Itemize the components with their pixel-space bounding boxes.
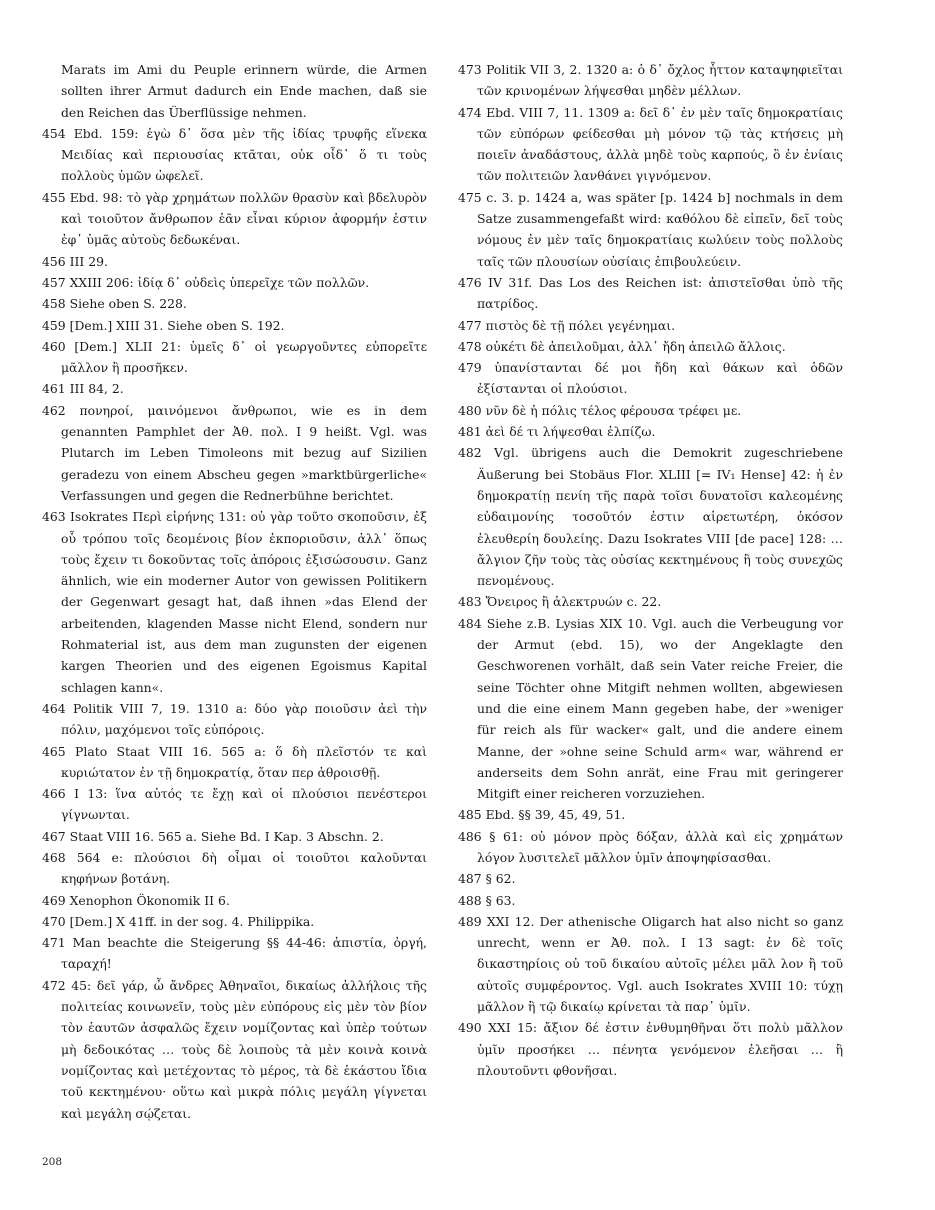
endnote-text: § 63. <box>485 892 516 908</box>
endnote-text: πονηροί, μαινόμενοι ἄνθρωποι, wie es in dem genannten Pamphlet der Ἀθ. πολ. I 9 heißt. Vgl. was Plutarch im Leben Timoleons mit bezug auf Sizilien geradezu von einem Abscheu gegen »marktbürgerliche« Verfassungen und gegen die Rednerbühne berichtet. <box>61 402 427 503</box>
endnote-number: 474 <box>458 104 482 120</box>
endnote-470 <box>42 911 427 932</box>
endnote-text: III 84, 2. <box>69 381 124 397</box>
endnote-484 <box>458 613 843 805</box>
endnote-number: 466 <box>42 786 66 802</box>
endnote-number: 456 <box>42 253 66 269</box>
endnote-466 <box>42 783 427 826</box>
endnote-text: XXI 12. Der athenische Oligarch hat also nicht so ganz unrecht, wenn er Ἀθ. πολ. I 13 sagt: ἐν δὲ τοῖς δικαστηρίοις οὐ τοῦ δικαίου αὐτοῖς μέλει μᾶλ λον ἢ τοῦ αὐτοῖς συμφέροντος. Vgl. auch Isokrates XVIII 10: τύχῃ μᾶλλον ἢ τῷ δικαίῳ κρίνεται τὰ παρ᾿ ὑμῖν. <box>477 913 843 1015</box>
endnote-text: Siehe oben S. 228. <box>69 296 187 312</box>
endnote-471 <box>42 932 427 975</box>
endnote-text: III 29. <box>69 253 108 269</box>
endnote-text: Vgl. übrigens auch die Demokrit zugeschriebene Äußerung bei Stobäus Flor. XLIII [= IV₁ Hense] 42: ἡ ἐν δημοκρατίῃ πενίη τῆς παρὰ τοῖσι δυνατοῖσι καλεομένης εὐδαιμονίης τοσοῦτόν ἐστιν αἱρετωτέρη, ὁκόσον ἐλευθερίη δουλείης. Dazu Isokrates VIII [de pace] 128: … ἄλγιον ζῆν τοὺς τὰς οὐσίας κεκτημένους ἢ τοὺς συνεχῶς πενομένους. <box>477 445 843 589</box>
endnote-number: 472 <box>42 977 66 993</box>
endnote-472 <box>42 975 427 1124</box>
endnote-488 <box>458 890 843 911</box>
endnote-number: 485 <box>458 807 482 823</box>
endnote-text: Siehe z.B. Lysias XIX 10. Vgl. auch die Verbeugung vor der Armut (ebd. 15), wo der Angeklagte den Geschworenen vorhält, daß sein Vater reiche Freier, die seine Töchter ohne Mitgift nehmen wollten, abgewiesen und die eine einem Mann gegeben habe, der »weniger für reich als für wacker« galt, und die andere einem Manne, der »ohne seine Schuld arm« war, während er anderseits dem Sohn anrät, eine Frau mit geringerer Mitgift einer reicheren vorzuziehen. <box>477 615 843 802</box>
endnote-text: νῦν δὲ ἡ πόλις τέλος φέρουσα τρέφει με. <box>485 402 742 418</box>
endnote-text: οὐκέτι δὲ ἀπειλοῦμαι, ἀλλ᾿ ἤδη ἀπειλῶ ἄλλοις. <box>485 338 786 354</box>
endnote-number: 468 <box>42 849 66 865</box>
endnote-487 <box>458 868 843 889</box>
endnote-number: 454 <box>42 125 66 141</box>
endnote-454 <box>42 123 427 187</box>
endnote-number: 465 <box>42 743 66 759</box>
endnote-474 <box>458 102 843 187</box>
endnote-text: Ebd. §§ 39, 45, 49, 51. <box>485 807 626 823</box>
endnote-455 <box>42 187 427 251</box>
endnote-text: 45: δεῖ γάρ, ὦ ἄνδρες Ἀθηναῖοι, δικαίως ἀλλήλοις τῆς πολιτείας κοινωνεῖν, τοὺς μὲν εὐπόρους εἰς μὲν τὸν βίον τὸν ἑαυτῶν ἀσφαλῶς ἔχειν νομίζοντας καὶ ὑπὲρ τούτων μὴ δεδοικότας … τοὺς δὲ λοιποὺς τὰ μὲν κοινὰ κοινὰ νομίζοντας καὶ μετέχοντας τὸ μέρος, τὰ δὲ ἑκάστου ἴδια τοῦ κεκτημένου· οὕτω καὶ μικρὰ πόλις μεγάλη γίγνεται καὶ μεγάλη σῴζεται. <box>61 977 427 1121</box>
endnote-number: 478 <box>458 338 482 354</box>
endnote-number: 476 <box>458 274 482 290</box>
endnote-490 <box>458 1017 843 1081</box>
endnote-460 <box>42 336 427 379</box>
endnote-number: 463 <box>42 509 66 525</box>
endnote-text: Ebd. 159: ἐγὼ δ᾿ ὅσα μὲν τῆς ἰδίας τρυφῆς εἵνεκα Μειδίας καὶ περιουσίας κτᾶται, οὐκ οἶδ᾿ ὅ τι τοὺς πολλοὺς ὑμῶν ὠφελεῖ. <box>61 125 427 184</box>
endnote-480 <box>458 400 843 421</box>
endnote-483 <box>458 591 843 612</box>
endnote-456 <box>42 251 427 272</box>
endnote-477 <box>458 315 843 336</box>
endnote-text: § 61: οὐ μόνον πρὸς δόξαν, ἀλλὰ καὶ εἰς χρημάτων λόγον λυσιτελεῖ μᾶλλον ὑμῖν ἀποψηφίσασθαι. <box>477 828 843 865</box>
endnote-text: ὑπανίστανται δέ μοι ἤδη καὶ θάκων καὶ ὁδῶν ἐξίστανται οἱ πλούσιοι. <box>477 360 843 397</box>
endnote-465 <box>42 741 427 784</box>
endnote-463 <box>42 506 427 698</box>
endnote-489 <box>458 911 843 1017</box>
endnote-462 <box>42 400 427 506</box>
endnote-text: ἀεὶ δέ τι λήψεσθαι ἐλπίζω. <box>485 424 656 440</box>
endnote-text: πιστὸς δὲ τῇ πόλει γεγένημαι. <box>485 317 676 333</box>
endnote-475 <box>458 187 843 272</box>
continuation-text: Marats im Ami du Peuple erinnern würde, die Armen sollten ihrer Armut dadurch ein Ende machen, daß sie den Reichen das Überflüssige nehmen. <box>61 62 427 120</box>
endnote-number: 457 <box>42 274 66 290</box>
endnote-476 <box>458 272 843 315</box>
endnote-text: Politik VII 3, 2. 1320 a: ὁ δ᾿ ὄχλος ἧττον καταψηφιεῖται τῶν κρινομένων λήψεσθαι μηδὲν μέλλων. <box>477 62 843 99</box>
endnote-485 <box>458 804 843 825</box>
endnote-number: 458 <box>42 296 66 312</box>
endnote-number: 481 <box>458 424 482 440</box>
endnote-number: 477 <box>458 317 482 333</box>
endnote-473 <box>458 59 843 102</box>
endnote-number: 482 <box>458 445 482 461</box>
endnote-number: 489 <box>458 913 482 929</box>
endnote-478 <box>458 336 843 357</box>
endnote-459 <box>42 315 427 336</box>
page-number: 208 <box>42 1156 63 1168</box>
endnote-461 <box>42 378 427 399</box>
right-column <box>458 59 843 1081</box>
endnote-text: Ebd. 98: τὸ γὰρ χρημάτων πολλῶν θρασὺν καὶ βδελυρὸν καὶ τοιοῦτον ἄνθρωπον ἐᾶν εἶναι κύριον ἀφορμήν ἐστιν ἐφ᾿ ὑμᾶς αὐτοὺς δεδωκέναι. <box>61 189 427 248</box>
endnote-text: IV 31f. Das Los des Reichen ist: ἀπιστεῖσθαι ὑπὸ τῆς πατρίδος. <box>477 274 843 312</box>
endnote-number: 471 <box>42 935 66 951</box>
endnote-number: 486 <box>458 828 482 844</box>
endnote-text: [Dem.] XLII 21: ὑμεῖς δ᾿ οἱ γεωργοῦντες εὐπορεῖτε μᾶλλον ἢ προσῆκεν. <box>61 338 427 376</box>
endnote-text: I 13: ἵνα αὐτός τε ἔχῃ καὶ οἱ πλούσιοι πενέστεροι γίγνωνται. <box>61 786 427 823</box>
endnote-text: XXI 15: ἄξιον δέ ἐστιν ἐνθυμηθῆναι ὅτι πολὺ μᾶλλον ὑμῖν προσήκει … πένητα γενόμενον ἐλεῆσαι … ἢ πλουτοῦντι φθονῆσαι. <box>477 1020 843 1078</box>
endnote-number: 475 <box>458 189 482 205</box>
endnote-text: c. 3. p. 1424 a, was später [p. 1424 b] nochmals in dem Satze zusammengefaßt wird: καθόλου δὲ εἰπεῖν, δεῖ τοὺς νόμους ἐν μὲν ταῖς δημοκρατίαις κωλύειν τοὺς πολλοὺς ταῖς τῶν πλουσίων οὐσίαις ἐπιβουλεύειν. <box>477 189 843 269</box>
endnote-number: 459 <box>42 317 66 333</box>
endnote-number: 479 <box>458 360 482 376</box>
endnote-number: 488 <box>458 892 482 908</box>
endnote-text: [Dem.] XIII 31. Siehe oben S. 192. <box>69 317 285 333</box>
endnote-number: 487 <box>458 871 482 887</box>
endnote-457 <box>42 272 427 293</box>
endnote-482 <box>458 442 843 591</box>
endnote-469 <box>42 890 427 911</box>
endnote-number: 483 <box>458 594 482 610</box>
endnote-text: Man beachte die Steigerung §§ 44-46: ἀπιστία, ὀργή, ταραχή! <box>61 935 427 972</box>
endnote-number: 469 <box>42 892 66 908</box>
endnote-text: § 62. <box>485 871 516 887</box>
endnote-text: 564 e: πλούσιοι δὴ οἶμαι οἱ τοιοῦτοι καλοῦνται κηφήνων βοτάνη. <box>61 849 427 887</box>
endnote-text: XXIII 206: ἰδίᾳ δ᾿ οὐδεὶς ὑπερεῖχε τῶν πολλῶν. <box>69 274 370 290</box>
endnote-text: Ὄνειρος ἢ ἀλεκτρυών c. 22. <box>485 594 662 610</box>
endnote-number: 480 <box>458 402 482 418</box>
endnote-467 <box>42 826 427 847</box>
endnote-458 <box>42 293 427 314</box>
endnote-number: 473 <box>458 62 482 77</box>
endnote-number: 462 <box>42 402 66 418</box>
endnote-464 <box>42 698 427 741</box>
endnote-486 <box>458 826 843 869</box>
endnote-text: Politik VIII 7, 19. 1310 a: δύο γὰρ ποιοῦσιν ἀεὶ τὴν πόλιν, μαχόμενοι τοῖς εὐπόροις. <box>61 700 427 738</box>
endnote-number: 460 <box>42 338 66 354</box>
endnote-number: 467 <box>42 828 66 844</box>
endnote-number: 470 <box>42 913 66 929</box>
endnote-text: Plato Staat VIII 16. 565 a: ὅ δὴ πλεῖστόν τε καὶ κυριώτατον ἐν τῇ δημοκρατίᾳ, ὅταν περ ἀθροισθῇ. <box>61 743 427 780</box>
endnote-number: 484 <box>458 615 482 631</box>
endnote-text: Xenophon Ökonomik II 6. <box>69 892 230 908</box>
endnote-text: [Dem.] X 41ff. in der sog. 4. Philippika. <box>69 913 315 929</box>
endnote-text: Ebd. VIII 7, 11. 1309 a: δεῖ δ᾿ ἐν μὲν ταῖς δημοκρατίαις τῶν εὐπόρων φείδεσθαι μὴ μόνον τῷ τὰς κτήσεις μὴ ποιεῖν ἀναδάστους, ἀλλὰ μηδὲ τοὺς καρπούς, ὃ ἐν ἐνίαις τῶν πολιτειῶν λανθάνει γιγνόμενον. <box>477 104 843 184</box>
endnote-number: 455 <box>42 189 66 205</box>
endnote-479 <box>458 357 843 400</box>
left-column <box>42 59 427 1124</box>
endnote-text: Staat VIII 16. 565 a. Siehe Bd. I Kap. 3 Abschn. 2. <box>69 828 384 844</box>
endnote-481 <box>458 421 843 442</box>
endnote-text: Isokrates Περὶ εἰρήνης 131: οὐ γὰρ τοῦτο σκοποῦσιν, ἐξ οὗ τρόπου τοῖς δεομένοις βίον ἐκποριοῦσιν, ἀλλ᾿ ὅπως τοὺς ἔχειν τι δοκοῦντας τοῖς ἀπόροις ἐξισώσουσιν. Ganz ähnlich, wie ein moderner Autor von gewissen Politikern der Gegenwart gesagt hat, daß ihnen »das Elend der arbeitenden, klagenden Masse nicht Elend, sondern nur Rohmaterial ist, aus dem man zugunsten der eigenen kargen Theorien und des eigenen Egoismus Kapital schlagen kann«. <box>61 509 427 695</box>
endnote-number: 490 <box>458 1020 482 1036</box>
endnote-468 <box>42 847 427 890</box>
endnote-number: 464 <box>42 700 66 716</box>
endnote-number: 461 <box>42 381 66 397</box>
